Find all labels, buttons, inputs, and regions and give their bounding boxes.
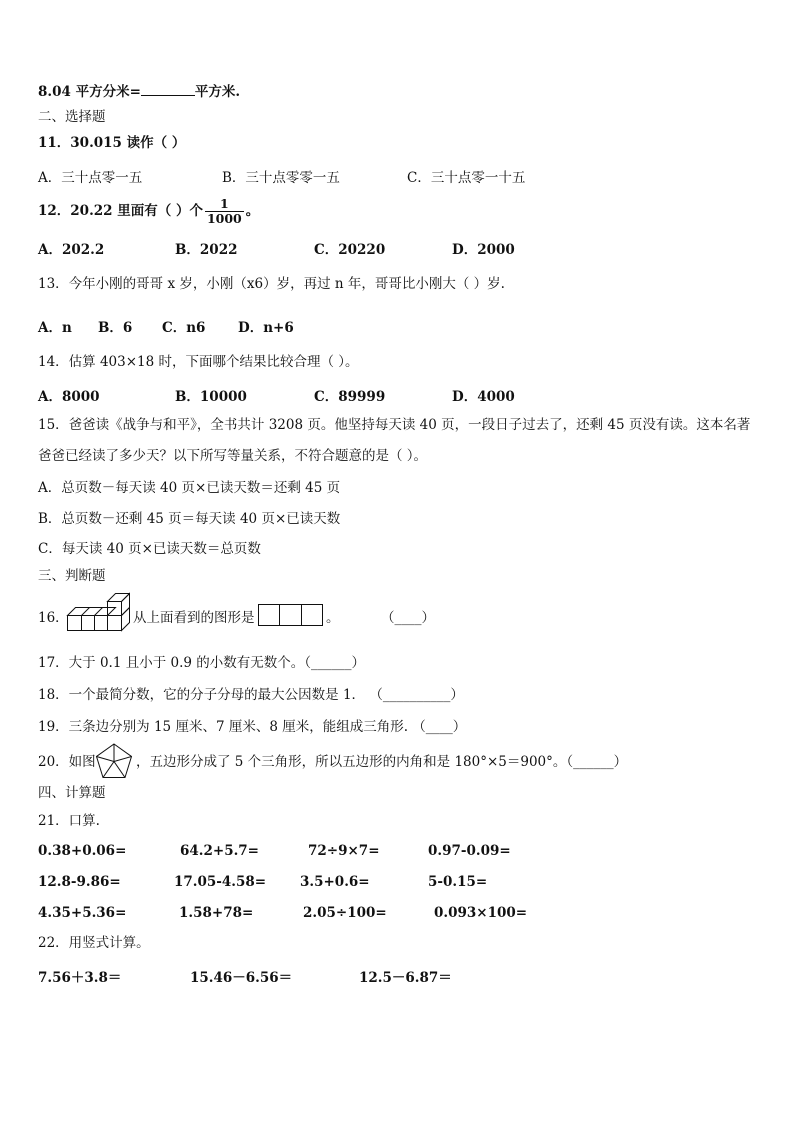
- question-16-number: 16．: [38, 610, 69, 626]
- question-15-line-2: 爸爸已经读了多少天？以下所写等量关系，不符合题意的是（ ）。: [38, 448, 428, 464]
- q12-option-b[interactable]: B．2022: [175, 242, 238, 258]
- calc-item: 0.97-0.09=: [428, 843, 511, 859]
- question-19: 19．三条边分别为 15 厘米、7 厘米、8 厘米，能组成三角形. （____）: [38, 719, 467, 735]
- q12-option-d[interactable]: D．2000: [452, 242, 515, 258]
- calc-item: 17.05-4.58=: [174, 874, 267, 890]
- q14-option-a[interactable]: A．8000: [38, 389, 100, 405]
- calc-item: 5-0.15=: [428, 874, 488, 890]
- q15-option-b[interactable]: B．总页数－还剩 45 页＝每天读 40 页×已读天数: [38, 511, 341, 527]
- q15-option-a[interactable]: A．总页数－每天读 40 页×已读天数＝还剩 45 页: [38, 480, 341, 496]
- question-16-end: 。: [326, 610, 340, 626]
- cube-stack-figure: [66, 592, 130, 640]
- q12-option-a[interactable]: A．202.2: [38, 242, 105, 258]
- q14-option-b[interactable]: B．10000: [175, 389, 247, 405]
- calc-item: 0.093×100=: [434, 905, 528, 921]
- question-16-text: 从上面看到的图形是: [133, 610, 255, 626]
- fill-question-right: 平方米.: [194, 84, 241, 100]
- question-20-text: ，五边形分成了 5 个三角形，所以五边形的内角和是 180°×5＝900°。（______）: [136, 754, 628, 770]
- question-17: 17．大于 0.1 且小于 0.9 的小数有无数个。（______）: [38, 655, 366, 671]
- question-21: 21．口算.: [38, 813, 100, 829]
- question-15-line-1: 15．爸爸读《战争与和平》，全书共计 3208 页。他坚持每天读 40 页，一段日子过去了，还剩 45 页没有读。这本名著: [38, 417, 751, 433]
- q12-stem: 12．20.22 里面有（ ）个: [38, 203, 203, 219]
- question-18: 18．一个最简分数，它的分子分母的最大公因数是 1． （__________）: [38, 687, 464, 703]
- question-12: [38, 193, 259, 229]
- q14-option-d[interactable]: D．4000: [452, 389, 515, 405]
- section-heading-judge: 三、判断题: [38, 568, 106, 584]
- calc-item: 7.56＋3.8＝: [38, 970, 122, 986]
- top-view-figure: [258, 604, 324, 628]
- answer-blank[interactable]: [141, 83, 195, 96]
- question-14: 14．估算 403×18 时，下面哪个结果比较合理（ ）。: [38, 354, 359, 370]
- fraction-numerator: 1: [205, 197, 244, 212]
- calc-item: 0.38+0.06=: [38, 843, 127, 859]
- calc-item: 12.5－6.87＝: [359, 970, 452, 986]
- fill-question-left: 8.04 平方分米=: [38, 84, 141, 100]
- calc-item: 64.2+5.7=: [180, 843, 259, 859]
- q13-option-a[interactable]: A．n: [38, 320, 72, 336]
- q11-option-c[interactable]: C．三十点零一十五: [407, 170, 526, 186]
- pentagon-figure: [94, 742, 134, 782]
- q14-option-c[interactable]: C．89999: [314, 389, 386, 405]
- q13-option-d[interactable]: D．n+6: [238, 320, 294, 336]
- calc-item: 1.58+78=: [179, 905, 254, 921]
- question-20-start: 20．如图: [38, 754, 96, 770]
- section-heading-calc: 四、计算题: [38, 785, 106, 801]
- calc-item: 15.46－6.56＝: [190, 970, 293, 986]
- q13-option-c[interactable]: C．n6: [162, 320, 206, 336]
- q12-option-c[interactable]: C．20220: [314, 242, 386, 258]
- question-22: 22．用竖式计算。: [38, 935, 150, 951]
- calc-item: 4.35+5.36=: [38, 905, 127, 921]
- calc-item: 72÷9×7=: [308, 843, 380, 859]
- calc-item: 3.5+0.6=: [300, 874, 370, 890]
- calc-item: 12.8-9.86=: [38, 874, 121, 890]
- fraction: [205, 197, 244, 226]
- q15-option-c[interactable]: C．每天读 40 页×已读天数＝总页数: [38, 541, 261, 557]
- q11-option-a[interactable]: A．三十点零一五: [38, 170, 143, 186]
- q16-answer-blank[interactable]: （____）: [381, 610, 435, 626]
- section-heading-choice: 二、选择题: [38, 109, 106, 125]
- q12-stem-end: 。: [245, 203, 260, 219]
- fraction-denominator: 1000: [206, 211, 242, 226]
- question-13: 13．今年小刚的哥哥 x 岁，小刚（x6）岁，再过 n 年，哥哥比小刚大（ ）岁.: [38, 276, 505, 292]
- q13-option-b[interactable]: B．6: [98, 320, 133, 336]
- q11-option-b[interactable]: B．三十点零零一五: [222, 170, 340, 186]
- fill-question: [38, 83, 240, 101]
- question-11: 11．30.015 读作（ ）: [38, 135, 186, 151]
- calc-item: 2.05÷100=: [303, 905, 387, 921]
